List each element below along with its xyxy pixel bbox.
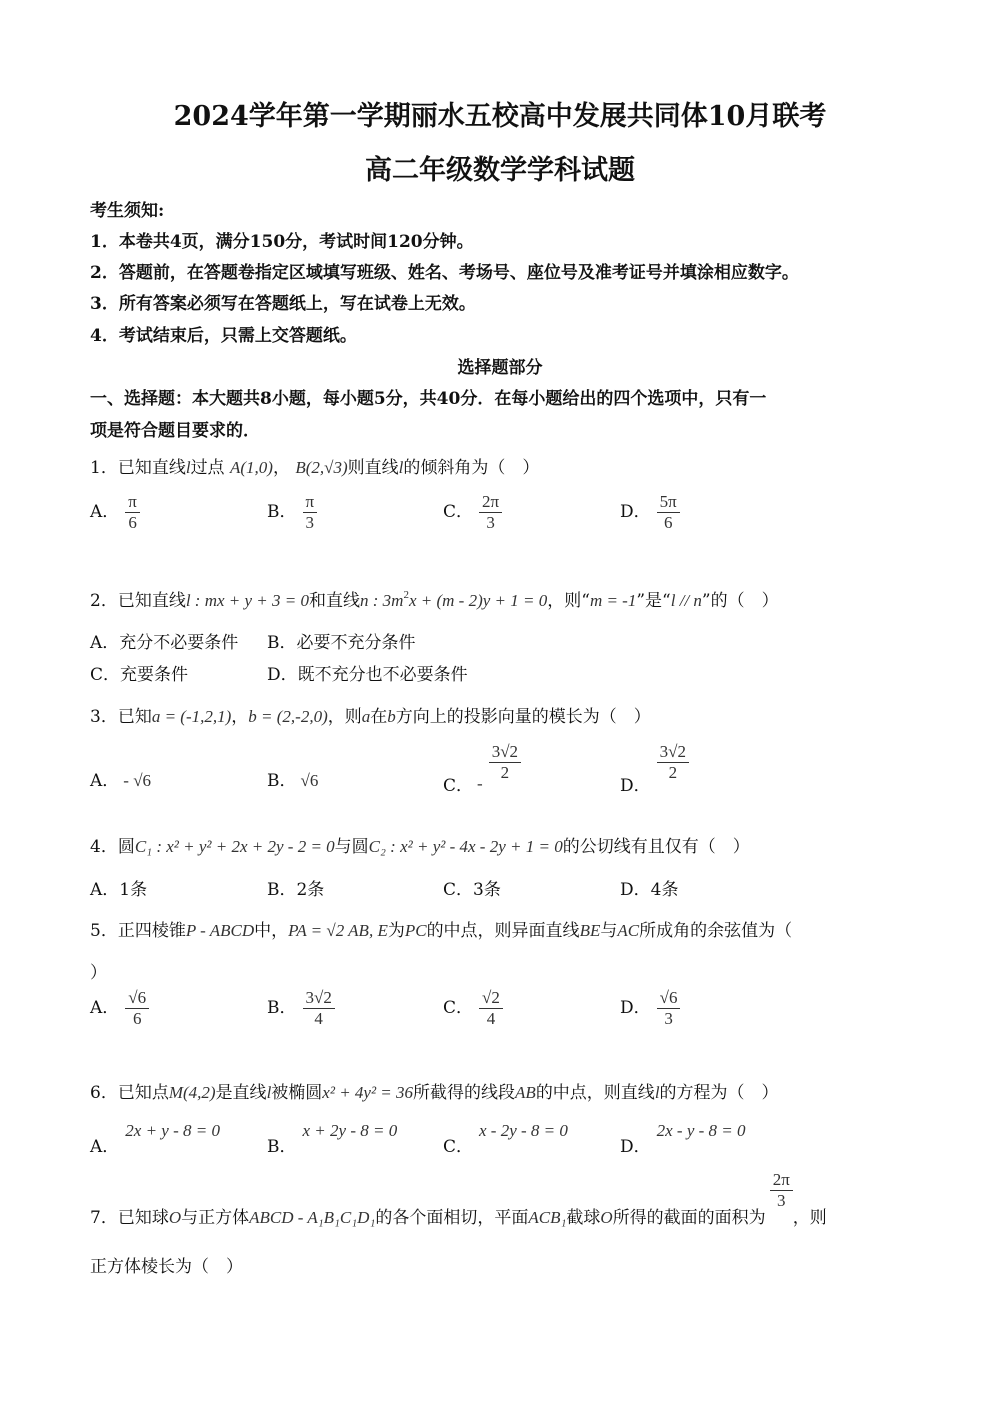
notice-item: 3．所有答案必须写在答题纸上，写在试卷上无效。 (90, 294, 476, 314)
option-a[interactable]: A． $\frac{√6}{6}$ (90, 988, 149, 1029)
option-a[interactable]: A． - √6 (90, 771, 152, 791)
notice-item: 4．考试结束后，只需上交答题纸。 (90, 326, 357, 346)
option-a[interactable]: A． $\frac{\pi}{6}$ (90, 492, 140, 533)
option-b[interactable]: B．2条 (267, 880, 325, 900)
question-1: 1．已知直线l过点 A(1,0)， B(2,√3)则直线l的倾斜角为（ ） (90, 458, 540, 478)
option-a[interactable]: A．充分不必要条件 (90, 633, 239, 653)
question-3: 3．已知a = (-1,2,1)，b = (2,-2,0)，则a在b方向上的投影向量的模长为（ ） (90, 707, 651, 727)
exam-subtitle: 高二年级数学学科试题 (365, 155, 635, 186)
option-d[interactable]: D．4条 (620, 880, 679, 900)
question-6: 6．已知点M(4,2)是直线l被椭圆x² + 4y² = 36所截得的线段AB的中点，则直线l的方程为（ ） (90, 1083, 779, 1103)
section-intro-cont: 项是符合题目要求的． (90, 421, 260, 441)
option-a[interactable]: A．2x + y - 8 = 0 (90, 1121, 220, 1157)
option-d[interactable]: D． $\frac{5\pi}{6}$ (620, 492, 680, 533)
option-c[interactable]: C．充要条件 (90, 665, 189, 685)
notice-item: 1．本卷共4页，满分150分，考试时间120分钟。 (90, 232, 474, 252)
option-b[interactable]: B． $\frac{3√2}{4}$ (267, 988, 335, 1029)
option-c[interactable]: C． $\frac{2\pi}{3}$ (443, 492, 502, 533)
option-d[interactable]: D． $\frac{√6}{3}$ (620, 988, 680, 1029)
option-b[interactable]: B．必要不充分条件 (267, 633, 416, 653)
option-c[interactable]: C． - $\frac{3√2}{2}$ (443, 742, 521, 783)
section-intro: 一、选择题：本大题共8小题，每小题5分，共40分．在每小题给出的四个选项中，只有一 (90, 389, 767, 409)
option-c[interactable]: C．3条 (443, 880, 501, 900)
option-b[interactable]: B． $\frac{\pi}{3}$ (267, 492, 317, 533)
exam-title: 2024学年第一学期丽水五校高中发展共同体10月联考 (173, 101, 827, 132)
question-5: 5．正四棱锥P - ABCD中，PA = √2 AB, E为PC的中点，则异面直线BE与AC所成角的余弦值为（ (90, 921, 793, 941)
question-2: 2．已知直线l : mx + y + 3 = 0和直线n : $3m^2x + (m - 2)y + 1 = 0$，则“m = -1”是“l // n”的（ ） (90, 589, 779, 611)
option-b[interactable]: B． √6 (267, 771, 319, 791)
question-7-cont: 正方体棱长为（ ） (90, 1257, 243, 1277)
section-title: 选择题部分 (457, 358, 543, 378)
option-b[interactable]: B．x + 2y - 8 = 0 (267, 1121, 398, 1157)
option-c[interactable]: C．x - 2y - 8 = 0 (443, 1121, 568, 1157)
option-d[interactable]: D．2x - y - 8 = 0 (620, 1121, 746, 1157)
option-d[interactable]: D． $\frac{3√2}{2}$ (620, 742, 689, 783)
question-5-cont: ） (90, 963, 107, 983)
option-d[interactable]: D．既不充分也不必要条件 (267, 665, 468, 685)
option-a[interactable]: A．1条 (90, 880, 148, 900)
option-c[interactable]: C． $\frac{√2}{4}$ (443, 988, 503, 1029)
notice-item: 2．答题前，在答题卷指定区域填写班级、姓名、考场号、座位号及准考证号并填涂相应数字。 (90, 263, 799, 283)
question-4: 4．圆C₁ : x² + y² + 2x + 2y - 2 = 0与圆C₂ : x² + y² - 4x - 2y + 1 = 0的公切线有且仅有（ ） (90, 837, 750, 857)
notice-heading: 考生须知: (90, 201, 165, 221)
question-7: 7．已知球O与正方体ABCD - A₁B₁C₁D₁的各个面相切，平面ACB₁截球O所得的截面的面积为 $\frac{2\pi}{3}$ ，则 (90, 1170, 827, 1228)
